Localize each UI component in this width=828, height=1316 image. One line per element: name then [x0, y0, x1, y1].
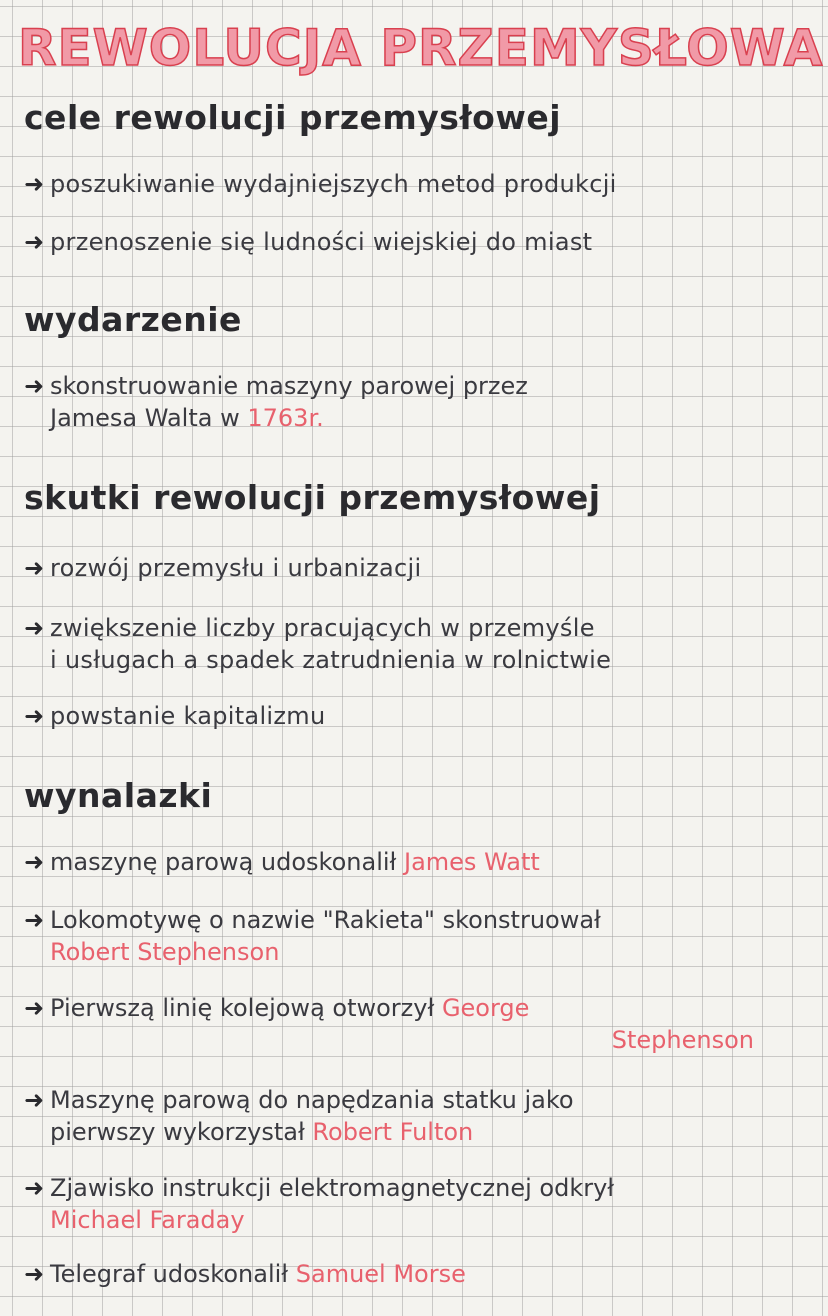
list-item: ➜ powstanie kapitalizmu	[24, 702, 326, 730]
arrow-icon: ➜	[24, 372, 45, 400]
inventor-name: Stephenson	[611, 1026, 754, 1054]
section-heading-skutki: skutki rewolucji przemysłowej	[24, 478, 601, 517]
arrow-icon: ➜	[24, 554, 45, 582]
inventor-name: Robert Fulton	[312, 1118, 474, 1146]
list-item: ➜ Lokomotywę o nazwie "Rakieta" skonstruował Robert Stephenson	[24, 904, 814, 968]
arrow-icon: ➜	[24, 848, 45, 876]
arrow-icon: ➜	[24, 702, 45, 730]
arrow-icon: ➜	[24, 1086, 45, 1114]
list-item: ➜ skonstruowanie maszyny parowej przez Jamesa Walta w 1763r.	[24, 372, 528, 432]
arrow-icon: ➜	[24, 1260, 45, 1288]
list-item: ➜ Pierwszą linię kolejową otworzył George Stephenson	[24, 992, 814, 1056]
page-title: REWOLUCJA PRZEMYSŁOWA	[18, 19, 824, 77]
list-item: ➜ poszukiwanie wydajniejszych metod produkcji	[24, 170, 617, 198]
list-item: ➜ rozwój przemysłu i urbanizacji	[24, 554, 422, 582]
inventor-name: Michael Faraday	[50, 1206, 245, 1234]
arrow-icon: ➜	[24, 170, 45, 198]
event-date: 1763r.	[247, 404, 324, 432]
arrow-icon: ➜	[24, 994, 45, 1022]
list-item: ➜ Maszynę parową do napędzania statku jako pierwszy wykorzystał Robert Fulton	[24, 1086, 574, 1146]
list-item: ➜ przenoszenie się ludności wiejskiej do miast	[24, 228, 593, 256]
section-heading-cele: cele rewolucji przemysłowej	[24, 98, 562, 137]
arrow-icon: ➜	[24, 1174, 45, 1202]
list-item: ➜ zwiększenie liczby pracujących w przemyśle i usługach a spadek zatrudnienia w rolnictwie	[24, 614, 612, 674]
arrow-icon: ➜	[24, 228, 45, 256]
section-heading-wynalazki: wynalazki	[24, 776, 213, 815]
inventor-name: Robert Stephenson	[50, 938, 280, 966]
section-heading-wydarzenie: wydarzenie	[24, 300, 242, 339]
list-item: ➜ Telegraf udoskonalił Samuel Morse	[24, 1260, 466, 1288]
inventor-name: James Watt	[404, 848, 540, 876]
list-item: ➜ maszynę parową udoskonalił James Watt	[24, 848, 540, 876]
list-item: ➜ Zjawisko instrukcji elektromagnetycznej odkrył Michael Faraday	[24, 1172, 814, 1236]
inventor-name: George	[441, 994, 530, 1022]
arrow-icon: ➜	[24, 614, 45, 642]
inventor-name: Samuel Morse	[295, 1260, 466, 1288]
arrow-icon: ➜	[24, 906, 45, 934]
